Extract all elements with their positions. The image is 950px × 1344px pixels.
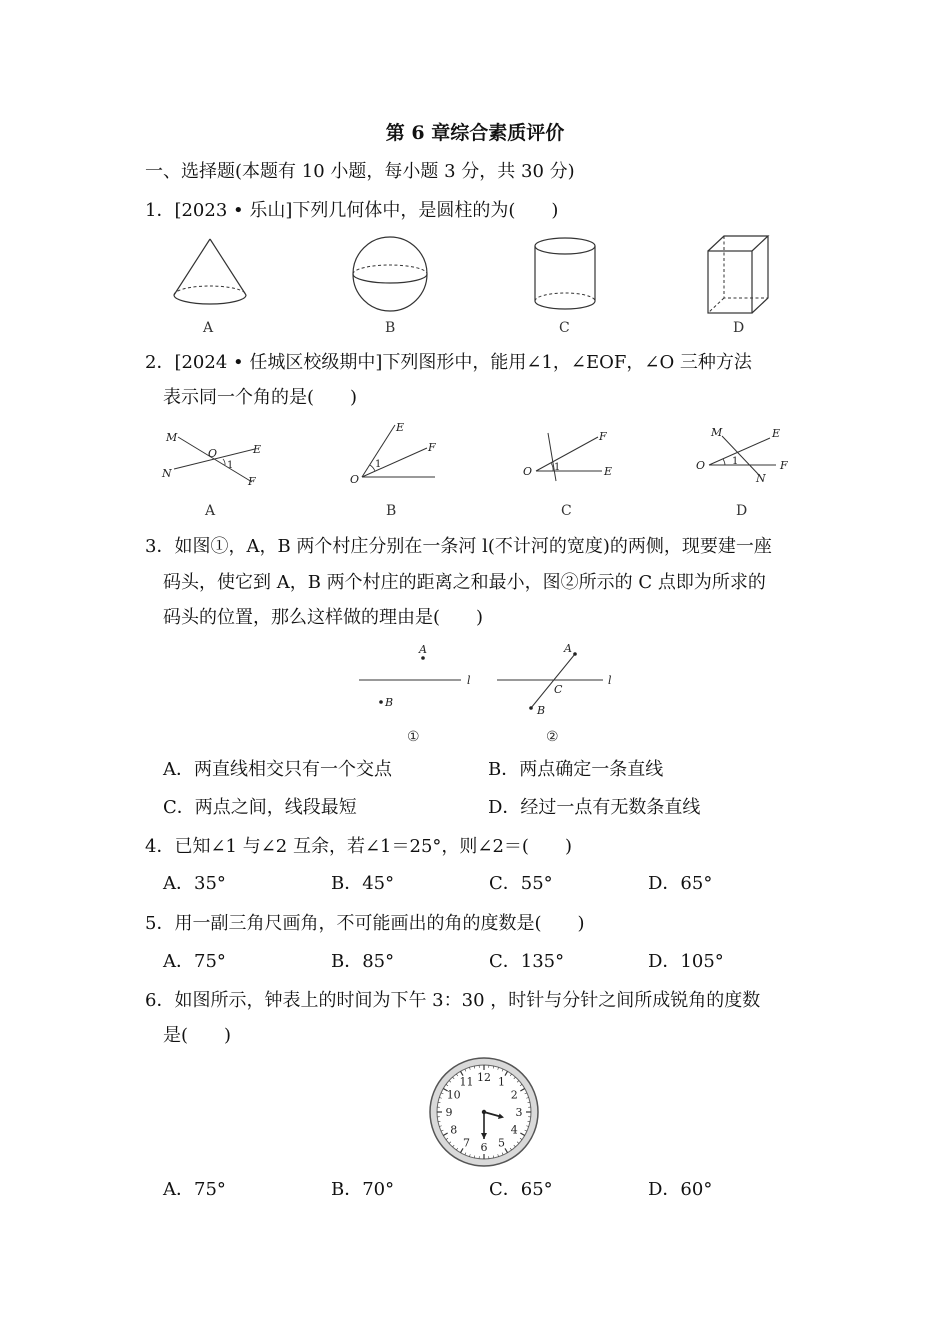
q2b-label-o: O [350,473,360,486]
q3-figure-1-caption: ① [407,729,420,745]
q2b-label-1: 1 [375,459,382,470]
q3f1-label-a: A [419,643,427,656]
q5-option-b[interactable]: B．85° [331,951,395,972]
clock-number: 11 [459,1075,474,1089]
q3f2-label-b: B [537,704,546,717]
q2d-label-o: O [696,459,706,472]
q2a-label-n: N [162,467,172,480]
clock-number: 3 [515,1106,523,1119]
q3-stem-line3: 码头的位置，那么这样做的理由是( ) [163,607,484,628]
q2d-label-m: M [711,426,723,439]
q6-stem-line2: 是( ) [163,1025,232,1046]
q2d-label-f: F [780,459,788,472]
q1-sphere-figure [350,235,430,313]
clock-number: 10 [446,1088,461,1102]
clock-number: 8 [450,1123,458,1137]
q2c-label-f: F [599,430,607,443]
q2b-label-f: F [428,441,436,454]
q2-figure-b [345,420,445,490]
q2a-label-m: M [166,431,178,444]
q2-figure-a [160,425,270,490]
q3-stem-line2: 码头，使它到 A，B 两个村庄的距离之和最小，图②所示的 C 点即为所求的 [163,572,766,593]
q2d-label-1: 1 [732,456,739,467]
q2-stem-line2: 表示同一个角的是( ) [163,387,358,408]
q1-cone-figure [165,235,255,310]
q5-option-a[interactable]: A．75° [163,951,226,972]
q1-stem: 1．[2023 • 乐山]下列几何体中，是圆柱的为( ) [145,200,559,221]
q6-stem-line1: 6．如图所示，钟表上的时间为下午 3：30 ，时针与分针之间所成锐角的度数 [145,990,761,1011]
q1-cylinder-figure [530,235,600,315]
clock-number: 6 [480,1141,488,1154]
q3-option-a[interactable]: A．两直线相交只有一个交点 [163,759,392,780]
q1-cuboid-figure [700,233,780,318]
q3-figure-2-caption: ② [546,729,559,745]
q3-option-c[interactable]: C．两点之间，线段最短 [163,797,357,818]
q5-stem: 5．用一副三角尺画角，不可能画出的角的度数是( ) [145,913,585,934]
clock-number: 1 [498,1075,505,1089]
q3-figure-1 [355,640,480,720]
q3f2-label-c: C [554,683,563,696]
q6-option-d[interactable]: D．60° [648,1179,713,1200]
clock-figure [427,1055,541,1169]
q2-caption-a: A [205,503,216,519]
q3-option-d[interactable]: D．经过一点有无数条直线 [488,797,701,818]
section-heading: 一、选择题(本题有 10 小题，每小题 3 分，共 30 分) [145,161,575,182]
q2-stem-line1: 2．[2024 • 任城区校级期中]下列图形中，能用∠1，∠EOF，∠O 三种方法 [145,352,752,373]
q4-stem: 4．已知∠1 与∠2 互余，若∠1＝25°，则∠2＝( ) [145,836,572,857]
q2a-label-e: E [253,443,262,456]
q5-option-d[interactable]: D．105° [648,951,724,972]
q1-caption-c: C [559,320,570,336]
q2b-label-e: E [396,421,405,434]
q2a-label-o: O [208,447,218,460]
clock-number: 7 [463,1136,470,1150]
q2a-label-f: F [248,475,256,488]
q4-option-b[interactable]: B．45° [331,873,395,894]
q2c-label-o: O [523,465,533,478]
clock-number: 4 [510,1123,518,1137]
q3f2-label-l: l [608,674,612,687]
q2c-label-1: 1 [554,462,561,473]
q2-figure-d [692,422,802,488]
q3-option-b[interactable]: B．两点确定一条直线 [488,759,664,780]
q2-caption-b: B [386,503,397,519]
q2c-label-e: E [604,465,613,478]
q2-caption-d: D [736,503,748,519]
clock-number: 12 [477,1071,491,1084]
q1-caption-a: A [203,320,214,336]
q2a-label-1: 1 [227,460,234,471]
q6-option-a[interactable]: A．75° [163,1179,226,1200]
q2d-label-n: N [756,472,766,485]
q1-caption-d: D [733,320,745,336]
q3f2-label-a: A [564,642,572,655]
q2d-label-e: E [772,427,781,440]
clock-number: 5 [498,1136,505,1150]
q1-caption-b: B [385,320,396,336]
q3-stem-line1: 3．如图①，A，B 两个村庄分别在一条河 l(不计河的宽度)的两侧，现要建一座 [145,536,772,557]
q4-option-d[interactable]: D．65° [648,873,713,894]
clock-number: 9 [445,1106,453,1119]
q6-option-c[interactable]: C．65° [489,1179,553,1200]
page-title: 第 6 章综合素质评价 [385,122,565,144]
clock-center [482,1110,486,1114]
clock-number: 2 [510,1088,518,1102]
q2-figure-c [518,425,628,487]
q5-option-c[interactable]: C．135° [489,951,565,972]
q3-figure-2 [493,640,618,720]
q3f1-label-b: B [385,696,394,709]
q3f1-label-l: l [467,674,471,687]
q2-caption-c: C [561,503,572,519]
q4-option-c[interactable]: C．55° [489,873,553,894]
q6-option-b[interactable]: B．70° [331,1179,395,1200]
q4-option-a[interactable]: A．35° [163,873,226,894]
